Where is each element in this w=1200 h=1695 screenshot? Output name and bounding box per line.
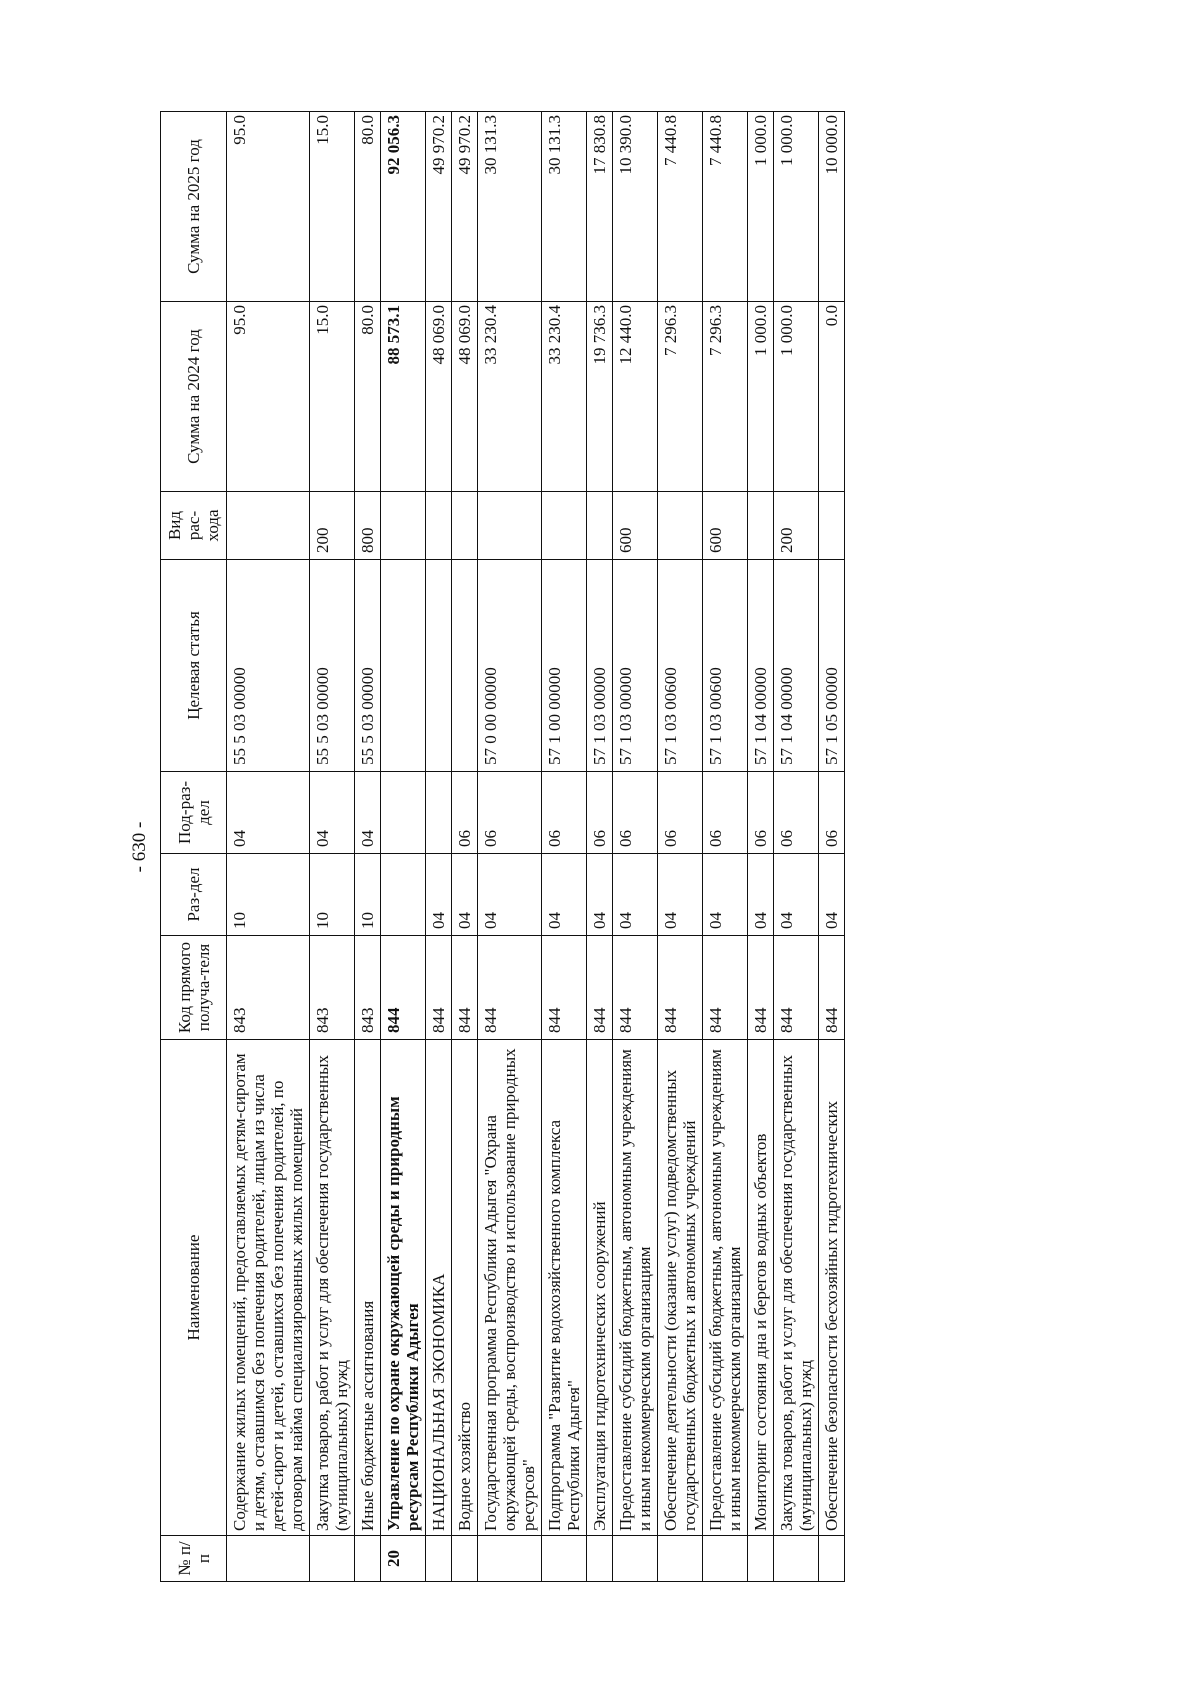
cell-no: [542, 1536, 587, 1582]
cell-subsection: 04: [355, 772, 381, 854]
cell-sum-2025: 7 440.8: [703, 112, 748, 302]
table-row: [542, 112, 587, 1582]
cell-name: Закупка товаров, работ и услуг для обеспечения государственных (муниципальных) нужд: [310, 1040, 355, 1536]
cell-sum-2024: 95.0: [227, 302, 310, 492]
cell-expense-type: [748, 492, 774, 560]
cell-section: 10: [227, 854, 310, 936]
cell-expense-type: [542, 492, 587, 560]
cell-target-article: 57 1 03 00600: [703, 560, 748, 772]
cell-sum-2024: 48 069.0: [426, 302, 452, 492]
cell-name: Мониторинг состояния дна и берегов водных объектов: [748, 1040, 774, 1536]
cell-recipient-code: 843: [310, 936, 355, 1040]
cell-no: [310, 1536, 355, 1582]
cell-target-article: 55 5 03 00000: [310, 560, 355, 772]
cell-sum-2024: 12 440.0: [613, 302, 658, 492]
cell-no: 20: [381, 1536, 426, 1582]
cell-no: [452, 1536, 478, 1582]
cell-expense-type: 600: [613, 492, 658, 560]
cell-recipient-code: 844: [426, 936, 452, 1040]
cell-expense-type: [381, 492, 426, 560]
cell-recipient-code: 844: [658, 936, 703, 1040]
cell-subsection: 04: [310, 772, 355, 854]
cell-section: 04: [774, 854, 819, 936]
cell-no: [613, 1536, 658, 1582]
cell-name: Обеспечение безопасности бесхозяйных гидротехнических: [819, 1040, 845, 1536]
cell-name: Управление по охране окружающей среды и природным ресурсам Республики Адыгея: [381, 1040, 426, 1536]
cell-recipient-code: 844: [703, 936, 748, 1040]
cell-sum-2024: 19 736.3: [587, 302, 613, 492]
cell-target-article: [426, 560, 452, 772]
cell-name: Закупка товаров, работ и услуг для обеспечения государственных (муниципальных) нужд: [774, 1040, 819, 1536]
table-row: [310, 112, 355, 1582]
cell-sum-2025: 49 970.2: [452, 112, 478, 302]
table-row: [703, 112, 748, 1582]
cell-sum-2024: 33 230.4: [478, 302, 542, 492]
cell-subsection: 06: [703, 772, 748, 854]
cell-name: Обеспечение деятельности (оказание услуг) подведомственных государственных бюджетных и автономных учреждений: [658, 1040, 703, 1536]
cell-recipient-code: 844: [478, 936, 542, 1040]
column-header-no: № п/п: [161, 1536, 227, 1582]
cell-sum-2024: 1 000.0: [774, 302, 819, 492]
cell-name: Предоставление субсидий бюджетным, автономным учреждениям и иным некоммерческим организациям: [613, 1040, 658, 1536]
cell-expense-type: [426, 492, 452, 560]
cell-expense-type: 200: [774, 492, 819, 560]
cell-expense-type: 600: [703, 492, 748, 560]
cell-subsection: 06: [658, 772, 703, 854]
cell-sum-2025: 15.0: [310, 112, 355, 302]
column-header-recipient: Код прямого получа-теля: [161, 936, 227, 1040]
cell-no: [355, 1536, 381, 1582]
cell-name: Предоставление субсидий бюджетным, автономным учреждениям и иным некоммерческим организациям: [703, 1040, 748, 1536]
cell-recipient-code: 844: [542, 936, 587, 1040]
cell-section: 04: [819, 854, 845, 936]
budget-table: [160, 111, 845, 1582]
table-row: [426, 112, 452, 1582]
cell-sum-2024: 0.0: [819, 302, 845, 492]
cell-section: 04: [542, 854, 587, 936]
cell-section: 04: [613, 854, 658, 936]
column-header-sum-2024: Сумма на 2024 год: [161, 302, 227, 492]
cell-section: 04: [658, 854, 703, 936]
cell-section: 10: [310, 854, 355, 936]
cell-sum-2025: 10 390.0: [613, 112, 658, 302]
cell-recipient-code: 843: [355, 936, 381, 1040]
cell-subsection: [426, 772, 452, 854]
cell-sum-2025: 1 000.0: [774, 112, 819, 302]
cell-target-article: [452, 560, 478, 772]
cell-section: 04: [587, 854, 613, 936]
cell-recipient-code: 844: [452, 936, 478, 1040]
cell-no: [774, 1536, 819, 1582]
cell-subsection: 06: [774, 772, 819, 854]
cell-section: 10: [355, 854, 381, 936]
cell-sum-2024: 15.0: [310, 302, 355, 492]
cell-no: [587, 1536, 613, 1582]
cell-sum-2025: 95.0: [227, 112, 310, 302]
cell-subsection: 06: [587, 772, 613, 854]
cell-target-article: 57 0 00 00000: [478, 560, 542, 772]
cell-no: [748, 1536, 774, 1582]
table-body: [227, 112, 845, 1582]
column-header-subsection: Под-раз-дел: [161, 772, 227, 854]
cell-recipient-code: 844: [381, 936, 426, 1040]
cell-name: Водное хозяйство: [452, 1040, 478, 1536]
cell-target-article: 57 1 03 00000: [587, 560, 613, 772]
cell-sum-2025: 10 000.0: [819, 112, 845, 302]
cell-expense-type: [658, 492, 703, 560]
cell-recipient-code: 844: [748, 936, 774, 1040]
cell-recipient-code: 844: [587, 936, 613, 1040]
table-row: [452, 112, 478, 1582]
cell-name: Государственная программа Республики Адыгея "Охрана окружающей среды, воспроизводство и использование природных ресурсов": [478, 1040, 542, 1536]
column-header-name: Наименование: [161, 1040, 227, 1536]
cell-sum-2025: 17 830.8: [587, 112, 613, 302]
cell-sum-2024: 48 069.0: [452, 302, 478, 492]
cell-section: [381, 854, 426, 936]
table-row: [381, 112, 426, 1582]
cell-section: 04: [703, 854, 748, 936]
cell-subsection: 04: [227, 772, 310, 854]
cell-name: Эксплуатация гидротехнических сооружений: [587, 1040, 613, 1536]
cell-recipient-code: 844: [819, 936, 845, 1040]
cell-name: Иные бюджетные ассигнования: [355, 1040, 381, 1536]
cell-section: 04: [748, 854, 774, 936]
column-header-sum-2025: Сумма на 2025 год: [161, 112, 227, 302]
column-header-expense: Вид рас-хода: [161, 492, 227, 560]
cell-expense-type: [452, 492, 478, 560]
cell-sum-2025: 49 970.2: [426, 112, 452, 302]
cell-subsection: 06: [452, 772, 478, 854]
cell-sum-2024: 88 573.1: [381, 302, 426, 492]
cell-no: [703, 1536, 748, 1582]
cell-sum-2025: 1 000.0: [748, 112, 774, 302]
cell-subsection: 06: [819, 772, 845, 854]
cell-target-article: 57 1 04 00000: [748, 560, 774, 772]
cell-sum-2025: 30 131.3: [478, 112, 542, 302]
cell-sum-2025: 30 131.3: [542, 112, 587, 302]
table-header-row: [161, 112, 227, 1582]
table-row: [748, 112, 774, 1582]
cell-recipient-code: 843: [227, 936, 310, 1040]
cell-expense-type: [819, 492, 845, 560]
cell-sum-2024: 7 296.3: [658, 302, 703, 492]
cell-name: НАЦИОНАЛЬНАЯ ЭКОНОМИКА: [426, 1040, 452, 1536]
cell-no: [426, 1536, 452, 1582]
cell-sum-2024: 80.0: [355, 302, 381, 492]
table-row: [355, 112, 381, 1582]
cell-no: [658, 1536, 703, 1582]
cell-section: 04: [426, 854, 452, 936]
cell-recipient-code: 844: [613, 936, 658, 1040]
cell-subsection: 06: [542, 772, 587, 854]
cell-target-article: 57 1 05 00000: [819, 560, 845, 772]
table-row: [819, 112, 845, 1582]
cell-target-article: 57 1 03 00600: [658, 560, 703, 772]
cell-section: 04: [452, 854, 478, 936]
cell-subsection: 06: [748, 772, 774, 854]
cell-sum-2024: 1 000.0: [748, 302, 774, 492]
cell-no: [819, 1536, 845, 1582]
cell-expense-type: 800: [355, 492, 381, 560]
cell-recipient-code: 844: [774, 936, 819, 1040]
cell-target-article: 55 5 03 00000: [227, 560, 310, 772]
cell-subsection: 06: [613, 772, 658, 854]
cell-target-article: 55 5 03 00000: [355, 560, 381, 772]
cell-sum-2025: 7 440.8: [658, 112, 703, 302]
cell-sum-2024: 33 230.4: [542, 302, 587, 492]
cell-sum-2024: 7 296.3: [703, 302, 748, 492]
cell-name: Подпрограмма "Развитие водохозяйственного комплекса Республики Адыгея": [542, 1040, 587, 1536]
cell-expense-type: 200: [310, 492, 355, 560]
cell-name: Содержание жилых помещений, предоставляемых детям-сиротам и детям, оставшимся без попечения родителей, лицам из числа детей-сирот и детей, оставшихся без попечения родителей, по договорам найма специализированных жилых помещений: [227, 1040, 310, 1536]
cell-target-article: 57 1 00 00000: [542, 560, 587, 772]
column-header-target: Целевая статья: [161, 560, 227, 772]
table-row: [658, 112, 703, 1582]
cell-no: [227, 1536, 310, 1582]
cell-target-article: 57 1 03 00000: [613, 560, 658, 772]
cell-expense-type: [587, 492, 613, 560]
cell-no: [478, 1536, 542, 1582]
page-number: - 630 -: [129, 821, 150, 873]
cell-subsection: 06: [478, 772, 542, 854]
table-row: [478, 112, 542, 1582]
table-row: [774, 112, 819, 1582]
cell-sum-2025: 80.0: [355, 112, 381, 302]
column-header-section: Раз-дел: [161, 854, 227, 936]
table-row: [613, 112, 658, 1582]
cell-target-article: 57 1 04 00000: [774, 560, 819, 772]
cell-expense-type: [227, 492, 310, 560]
cell-sum-2025: 92 056.3: [381, 112, 426, 302]
cell-subsection: [381, 772, 426, 854]
document-page: [120, 112, 1120, 1582]
table-row: [227, 112, 310, 1582]
cell-target-article: [381, 560, 426, 772]
table-row: [587, 112, 613, 1582]
cell-section: 04: [478, 854, 542, 936]
cell-expense-type: [478, 492, 542, 560]
